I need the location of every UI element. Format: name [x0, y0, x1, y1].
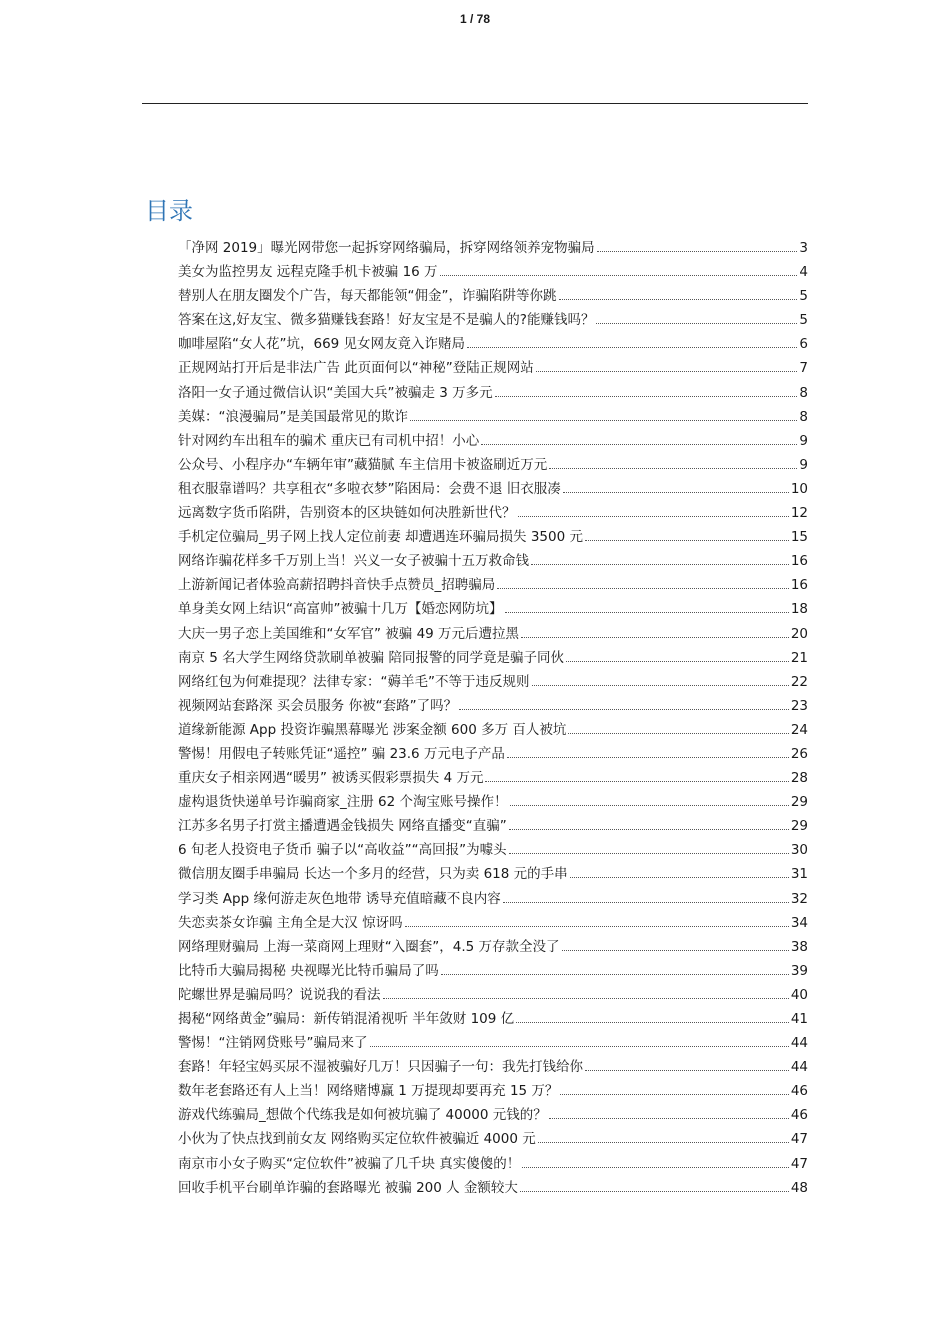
toc-entry-title: 网络红包为何难提现？法律专家：“薅羊毛”不等于违反规则 [178, 673, 530, 690]
toc-leader-dots [597, 239, 798, 252]
toc-entry[interactable] [178, 405, 808, 429]
toc-entry[interactable] [178, 549, 808, 573]
toc-leader-dots [509, 817, 789, 830]
toc-leader-dots [522, 1154, 789, 1167]
toc-entry-title: 手机定位骗局_男子网上找人定位前妻 却遭遇连环骗局损失 3500 元 [178, 529, 583, 546]
toc-entry-page: 30 [790, 842, 808, 859]
toc-entry-title: 比特币大骗局揭秘 央视曝光比特币骗局了吗 [178, 962, 439, 979]
toc-leader-dots [503, 889, 789, 902]
toc-leader-dots [596, 311, 797, 324]
toc-entry[interactable] [178, 742, 808, 766]
toc-entry[interactable] [178, 790, 808, 814]
toc-entry[interactable] [178, 1127, 808, 1151]
toc-leader-dots [536, 359, 798, 372]
toc-entry[interactable] [178, 983, 808, 1007]
toc-entry-title: 揭秘“网络黄金”骗局：新传销混淆视听 半年敛财 109 亿 [178, 1011, 515, 1027]
toc-entry-page: 5 [799, 312, 808, 329]
toc-leader-dots [532, 673, 789, 686]
toc-leader-dots [459, 697, 789, 710]
toc-entry[interactable] [178, 1079, 808, 1103]
toc-entry-title: 游戏代练骗局_想做个代练我是如何被坑骗了 40000 元钱的？ [178, 1107, 547, 1124]
toc-entry-page: 9 [799, 432, 808, 449]
toc-leader-dots [505, 600, 789, 613]
toc-leader-dots [510, 793, 789, 806]
toc-entry-page: 24 [790, 721, 808, 738]
toc-leader-dots [538, 1130, 789, 1143]
toc-entry-title: 视频网站套路深 买会员服务 你被“套路”了吗？ [178, 697, 458, 714]
toc-entry-title: 南京 5 名大学生网络贷款刷单被骗 陪同报警的同学竟是骗子同伙 [178, 649, 564, 666]
toc-entry-title: 正规网站打开后是非法广告 此页面何以“神秘”登陆正规网站 [178, 360, 534, 377]
toc-entry-page: 8 [799, 384, 808, 401]
toc-entry[interactable] [178, 308, 808, 332]
toc-leader-dots [441, 962, 789, 975]
toc-entry[interactable] [178, 887, 808, 911]
toc-entry[interactable] [178, 622, 808, 646]
toc-entry[interactable] [178, 477, 808, 501]
toc-entry[interactable] [178, 501, 808, 525]
toc-entry-page: 28 [790, 770, 808, 787]
toc-entry-page: 5 [799, 288, 808, 305]
toc-entry-page: 21 [790, 649, 808, 666]
toc-entry-page: 46 [790, 1107, 808, 1124]
toc-entry-title: 套路！年轻宝妈买尿不湿被骗好几万！只因骗子一句：我先打钱给你 [178, 1059, 583, 1076]
toc-leader-dots [560, 1082, 788, 1095]
toc-leader-dots [516, 1010, 789, 1023]
toc-leader-dots [440, 263, 798, 276]
toc-entry-page: 10 [790, 480, 808, 497]
toc-entry-title: 6 旬老人投资电子货币 骗子以“高收益”“高回报”为噱头 [178, 842, 507, 859]
toc-entry-title: 数年老套路还有人上当！网络赌博赢 1 万提现却要再充 15 万？ [178, 1083, 559, 1100]
toc-entry-page: 38 [790, 938, 808, 955]
toc-leader-dots [370, 1034, 789, 1047]
toc-entry-page: 29 [790, 794, 808, 811]
toc-entry[interactable] [178, 1055, 808, 1079]
toc-entry[interactable] [178, 260, 808, 284]
toc-leader-dots [467, 335, 797, 348]
toc-leader-dots [531, 552, 789, 565]
toc-entry-title: 「净网 2019」曝光网带您一起拆穿网络骗局，拆穿网络领养宠物骗局 [178, 240, 595, 256]
toc-entry-title: 公众号、小程序办“车辆年审”藏猫腻 车主信用卡被盗刷近万元 [178, 456, 548, 473]
toc-entry-title: 微信朋友圈手串骗局 长达一个多月的经营，只为卖 618 元的手串 [178, 866, 568, 883]
toc-entry-title: 替别人在朋友圈发个广告，每天都能领“佣金”，诈骗陷阱等你跳 [178, 288, 557, 305]
toc-entry-page: 47 [790, 1131, 808, 1148]
toc-entry-page: 26 [790, 745, 808, 762]
toc-leader-dots [549, 1106, 789, 1119]
toc-entry-title: 重庆女子相亲网遇“暖男” 被诱买假彩票损失 4 万元 [178, 770, 484, 787]
toc-entry-page: 44 [790, 1035, 808, 1052]
toc-entry-title: 大庆一男子恋上美国维和“女军官” 被骗 49 万元后遭拉黑 [178, 625, 520, 642]
toc-entry[interactable] [178, 429, 808, 453]
toc-entry-page: 18 [790, 601, 808, 618]
toc-entry-title: 南京市小女子购买“定位软件”被骗了几千块 真实傻傻的！ [178, 1155, 521, 1172]
toc-entry-title: 小伙为了快点找到前女友 网络购买定位软件被骗近 4000 元 [178, 1131, 536, 1148]
toc-entry-title: 学习类 App 缘何游走灰色地带 诱导充值暗藏不良内容 [178, 890, 501, 907]
toc-entry-page: 48 [790, 1179, 808, 1196]
toc-list [178, 236, 808, 1200]
toc-leader-dots [521, 624, 789, 637]
toc-entry-title: 回收手机平台刷单诈骗的套路曝光 被骗 200 人 金额较大 [178, 1179, 518, 1196]
toc-entry-page: 44 [790, 1059, 808, 1076]
toc-entry[interactable] [178, 284, 808, 308]
toc-entry[interactable] [178, 381, 808, 405]
toc-entry-page: 23 [790, 697, 808, 714]
toc-entry-page: 16 [790, 553, 808, 570]
toc-entry-title: 洛阳一女子通过微信认识“美国大兵”被骗走 3 万多元 [178, 384, 493, 401]
toc-leader-dots [562, 938, 789, 951]
toc-entry-title: 江苏多名男子打赏主播遭遇金钱损失 网络直播变“直骗” [178, 818, 507, 835]
toc-leader-dots [509, 841, 789, 854]
toc-entry-title: 美女为监控男友 远程克隆手机卡被骗 16 万 [178, 264, 438, 281]
toc-entry-page: 8 [799, 408, 808, 425]
toc-entry-title: 道缘新能源 App 投资诈骗黑幕曝光 涉案金额 600 多万 百人被坑 [178, 721, 567, 738]
toc-entry-title: 警惕！用假电子转账凭证“遥控” 骗 23.6 万元电子产品 [178, 745, 505, 762]
toc-leader-dots [570, 865, 789, 878]
toc-entry-page: 20 [790, 625, 808, 642]
toc-entry-page: 46 [790, 1083, 808, 1100]
toc-entry[interactable] [178, 911, 808, 935]
toc-entry[interactable] [178, 1176, 808, 1200]
toc-entry-title: 上游新闻记者体验高薪招聘抖音快手点赞员_招聘骗局 [178, 577, 496, 594]
toc-entry-page: 6 [799, 336, 808, 353]
toc-entry-title: 美媒：“浪漫骗局”是美国最常见的欺诈 [178, 408, 408, 425]
toc-entry[interactable] [178, 1031, 808, 1055]
toc-entry-page: 4 [799, 264, 808, 281]
toc-leader-dots [507, 745, 789, 758]
toc-leader-dots [520, 1179, 789, 1192]
toc-leader-dots [497, 576, 789, 589]
toc-leader-dots [549, 456, 797, 469]
toc-entry[interactable] [178, 1103, 808, 1127]
toc-entry[interactable] [178, 356, 808, 380]
toc-entry-title: 失恋卖茶女诈骗 主角全是大汉 惊讶吗 [178, 914, 403, 931]
toc-entry[interactable] [178, 453, 808, 477]
toc-entry-page: 39 [790, 962, 808, 979]
toc-entry[interactable] [178, 1152, 808, 1176]
toc-leader-dots [559, 287, 798, 300]
toc-entry[interactable] [178, 332, 808, 356]
toc-entry[interactable] [178, 959, 808, 983]
toc-entry-page: 9 [799, 456, 808, 473]
toc-entry-title: 网络诈骗花样多千万别上当！兴义一女子被骗十五万救命钱 [178, 553, 529, 570]
toc-leader-dots [481, 432, 797, 445]
toc-title: 目录 [145, 197, 193, 225]
toc-entry[interactable] [178, 573, 808, 597]
toc-entry-title: 单身美女网上结识“高富帅”被骗十几万【婚恋网防坑】 [178, 601, 503, 618]
toc-leader-dots [383, 986, 789, 999]
toc-entry-title: 虚构退货快递单号诈骗商家_注册 62 个淘宝账号操作！ [178, 794, 508, 811]
toc-entry-title: 警惕！“注销网贷账号”骗局来了 [178, 1035, 368, 1052]
toc-entry-title: 针对网约车出租车的骗术 重庆已有司机中招！小心 [178, 432, 480, 449]
toc-entry[interactable] [178, 525, 808, 549]
toc-entry-page: 22 [790, 673, 808, 690]
toc-entry[interactable] [178, 646, 808, 670]
toc-leader-dots [585, 528, 789, 541]
toc-leader-dots [495, 383, 798, 396]
toc-entry[interactable] [178, 694, 808, 718]
toc-entry[interactable] [178, 670, 808, 694]
toc-leader-dots [518, 504, 789, 517]
toc-entry-title: 远离数字货币陷阱，告别资本的区块链如何决胜新世代？ [178, 505, 516, 522]
toc-entry-page: 29 [790, 818, 808, 835]
toc-entry-title: 租衣服靠谱吗？共享租衣“多啦衣梦”陷困局：会费不退 旧衣服凑 [178, 480, 561, 497]
toc-entry[interactable] [178, 935, 808, 959]
toc-leader-dots [566, 648, 789, 661]
toc-leader-dots [405, 913, 789, 926]
toc-entry[interactable] [178, 838, 808, 862]
toc-leader-dots [485, 769, 788, 782]
toc-entry[interactable] [178, 718, 808, 742]
toc-entry[interactable] [178, 597, 808, 621]
toc-entry-page: 40 [790, 986, 808, 1003]
toc-entry[interactable] [178, 862, 808, 886]
toc-entry[interactable] [178, 1007, 808, 1031]
toc-leader-dots [568, 721, 788, 734]
toc-leader-dots [410, 408, 797, 421]
page-number: 1 / 78 [459, 12, 491, 26]
header-divider [142, 103, 808, 104]
toc-leader-dots [585, 1058, 789, 1071]
toc-entry-page: 3 [799, 240, 808, 256]
toc-entry[interactable] [178, 766, 808, 790]
toc-entry-page: 7 [799, 360, 808, 377]
toc-entry-title: 咖啡屋陷“女人花”坑，669 见女网友竟入诈赌局 [178, 336, 466, 353]
toc-entry-title: 网络理财骗局 上海一菜商网上理财“入圈套”，4.5 万存款全没了 [178, 938, 560, 955]
toc-entry-title: 答案在这,好友宝、微多猫赚钱套路！好友宝是不是骗人的?能赚钱吗？ [178, 312, 595, 329]
toc-entry-page: 32 [790, 890, 808, 907]
toc-leader-dots [563, 480, 789, 493]
toc-entry-page: 16 [790, 577, 808, 594]
toc-entry-page: 12 [790, 505, 808, 522]
toc-entry-page: 31 [790, 866, 808, 883]
toc-entry-title: 陀螺世界是骗局吗？说说我的看法 [178, 986, 381, 1003]
toc-entry-page: 47 [790, 1155, 808, 1172]
toc-entry-page: 34 [790, 914, 808, 931]
toc-entry-page: 41 [790, 1011, 808, 1027]
toc-entry[interactable] [178, 236, 808, 260]
toc-entry-page: 15 [790, 529, 808, 546]
toc-entry[interactable] [178, 814, 808, 838]
